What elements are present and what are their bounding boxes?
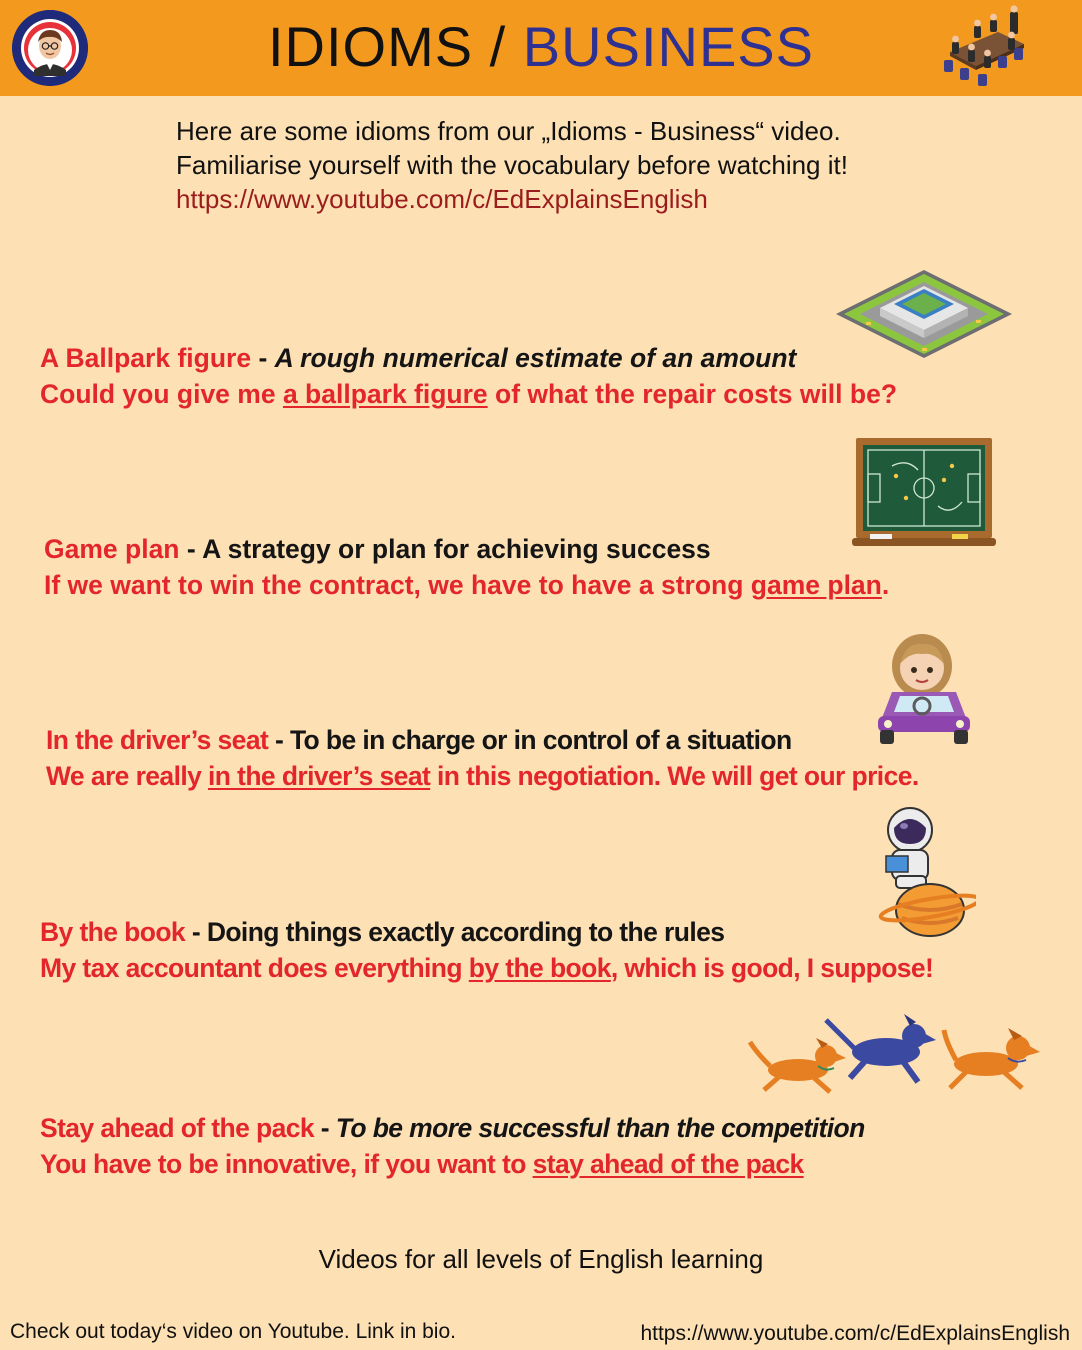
idiom-term: Stay ahead of the pack xyxy=(40,1113,314,1143)
idiom-term: A Ballpark figure xyxy=(40,343,252,373)
idiom-by-the-book xyxy=(40,914,1030,986)
idiom-definition: To be more successful than the competition xyxy=(335,1113,865,1143)
running-dogs-icon xyxy=(746,1012,1050,1094)
footer-tagline: Videos for all levels of English learning xyxy=(318,1244,764,1274)
idiom-definition-line: In the driver’s seat - To be in charge or in control of a situation xyxy=(46,725,792,755)
idiom-highlight: a ballpark figure xyxy=(282,379,488,409)
idiom-example-line: If we want to win the contract, we have to have a strong game plan. xyxy=(44,570,890,600)
intro-line-1: Here are some idioms from our „Idioms - Business“ video. xyxy=(176,116,841,146)
page-title: IDIOMS / BUSINESS xyxy=(268,15,814,78)
idiom-highlight: game plan xyxy=(750,570,882,600)
business-meeting-icon xyxy=(938,4,1030,90)
intro-text xyxy=(176,114,976,216)
idiom-highlight: in the driver’s seat xyxy=(208,761,431,791)
idiom-ahead-of-pack xyxy=(40,1110,1030,1182)
idiom-definition: To be in charge or in control of a situation xyxy=(289,725,792,755)
idiom-definition: Doing things exactly according to the rules xyxy=(206,917,725,947)
idiom-term: Game plan xyxy=(44,534,180,564)
idiom-example-line: We are really in the driver’s seat in this negotiation. We will get our price. xyxy=(46,761,919,791)
idiom-definition: A rough numerical estimate of an amount xyxy=(274,343,797,373)
idiom-example-line: My tax accountant does everything by the book, which is good, I suppose! xyxy=(40,953,934,983)
idiom-highlight: stay ahead of the pack xyxy=(532,1149,804,1179)
idiom-definition-line: Game plan - A strategy or plan for achieving success xyxy=(44,534,711,564)
page-title-accent: BUSINESS xyxy=(522,15,814,78)
idiom-example-line: Could you give me a ballpark figure of what the repair costs will be? xyxy=(40,379,898,409)
idiom-term: In the driver’s seat xyxy=(46,725,269,755)
header-bar xyxy=(0,0,1082,96)
intro-youtube-link[interactable]: https://www.youtube.com/c/EdExplainsEnglish xyxy=(176,184,708,214)
idiom-definition-line: Stay ahead of the pack - To be more successful than the competition xyxy=(40,1113,865,1143)
intro-line-2: Familiarise yourself with the vocabulary before watching it! xyxy=(176,150,848,180)
idiom-definition-line: A Ballpark figure - A rough numerical estimate of an amount xyxy=(40,343,797,373)
idiom-ballpark-figure xyxy=(40,340,1030,412)
idiom-definition: A strategy or plan for achieving success xyxy=(202,534,711,564)
idiom-highlight: by the book xyxy=(468,953,611,983)
footer-youtube-link[interactable]: https://www.youtube.com/c/EdExplainsEnglish xyxy=(640,1322,1070,1345)
idiom-drivers-seat xyxy=(46,722,1036,794)
idiom-term: By the book xyxy=(40,917,186,947)
idiom-example-line: You have to be innovative, if you want to stay ahead of the pack xyxy=(40,1149,804,1179)
footer-promo-text: Check out today‘s video on Youtube. Link in bio. xyxy=(10,1320,456,1343)
idiom-definition-line: By the book - Doing things exactly according to the rules xyxy=(40,917,725,947)
idiom-game-plan xyxy=(44,531,1034,603)
